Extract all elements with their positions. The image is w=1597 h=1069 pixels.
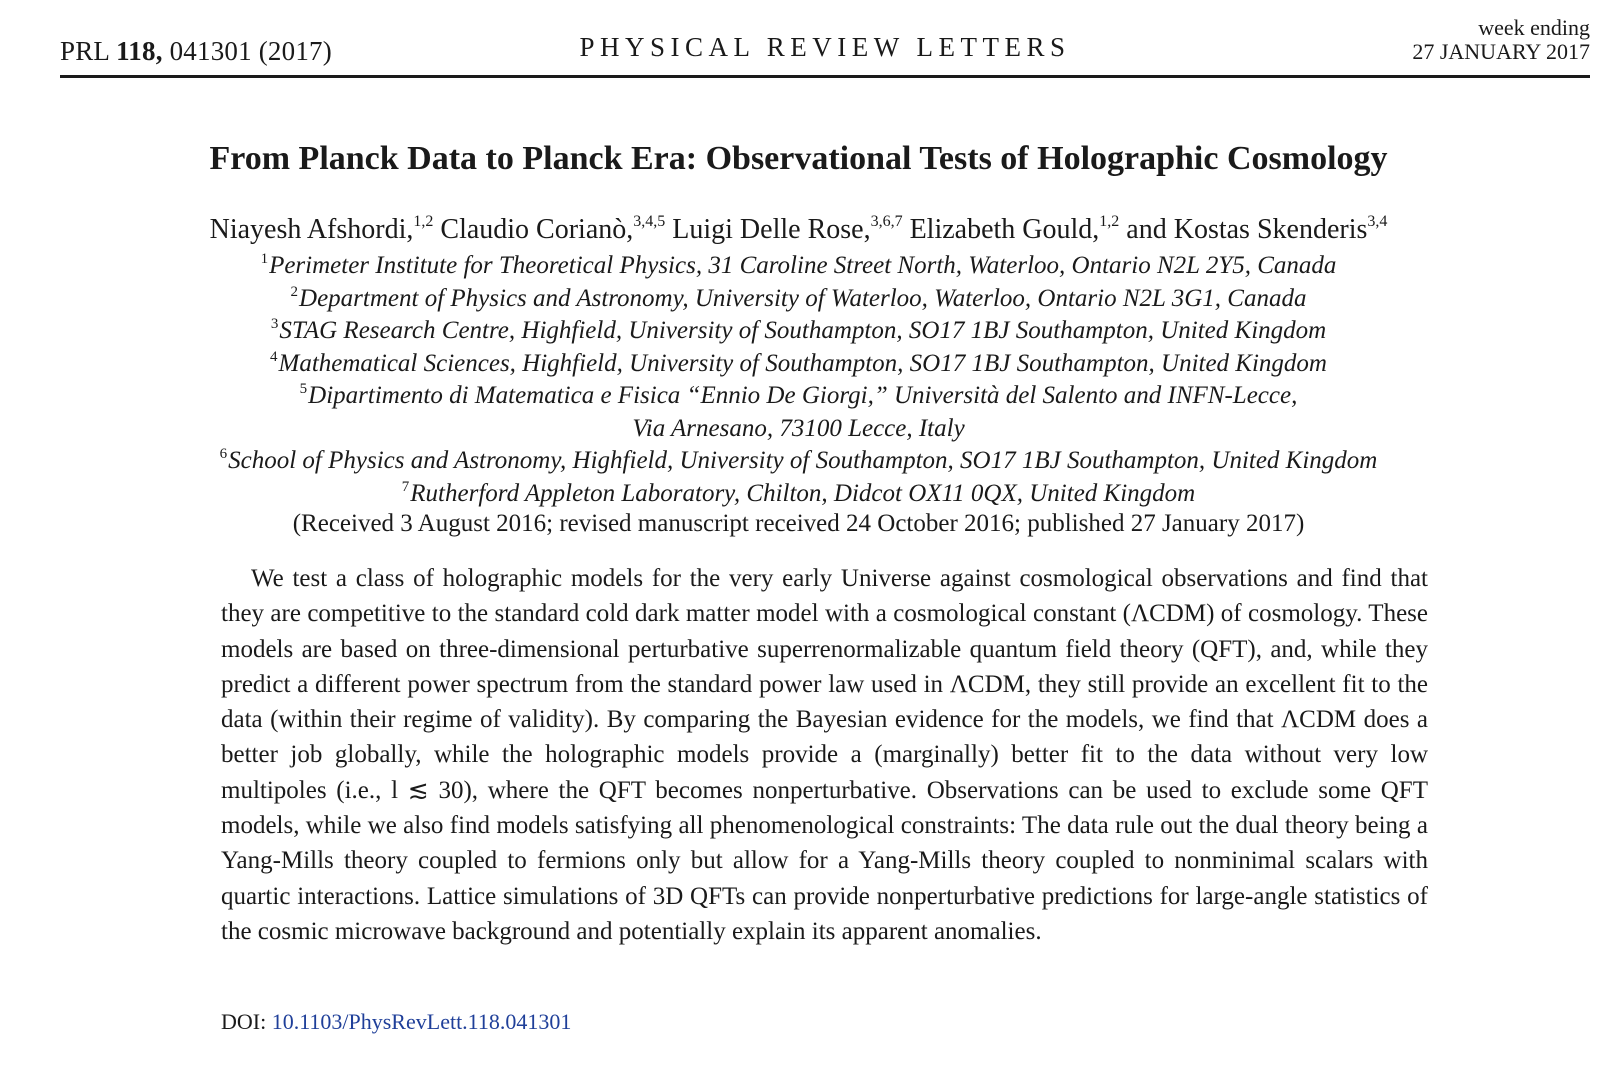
week-label: week ending: [1478, 15, 1590, 40]
affiliation: $^2$Department of Physics and Astronomy, University of Waterloo, Waterloo, Ontario N2L 3G1, Canada: [290, 283, 1307, 312]
week-date: 27 JANUARY 2017: [1412, 39, 1590, 64]
author-affil-mark: 3,4: [1367, 213, 1388, 230]
header-rule: [60, 75, 1590, 78]
paper-title: From Planck Data to Planck Era: Observational Tests of Holographic Cosmology: [209, 140, 1388, 177]
abstract-text: We test a class of holographic models for the very early Universe against cosmological observations and find that they are competitive to the standard cold dark matter model with a cosmological constant (ΛCDM) of cosmology. These models are based on three-dimensional perturbative superrenormalizable quantum field theory (QFT), and, while they predict a different power spectrum from the standard power law used in ΛCDM, they still provide an excellent fit to the data (within their regime of validity). By comparing the Bayesian evidence for the models, we find that ΛCDM does a better job globally, while the holographic models provide a (marginally) better fit to the data without very low multipoles (i.e., l ≲ 30), where the QFT becomes nonperturbative. Observations can be used to exclude some QFT models, while we also find models satisfying all phenomenological constraints: The data rule out the dual theory being a Yang-Mills theory coupled to fermions only but allow for a Yang-Mills theory coupled to nonminimal scalars with quartic interactions. Lattice simulations of 3D QFTs can provide nonperturbative predictions for large-angle statistics of the cosmic microwave background and potentially explain its apparent anomalies.: [221, 565, 1428, 945]
journal-header: [60, 15, 1590, 80]
affiliation: $^1$Perimeter Institute for Theoretical Physics, 31 Caroline Street North, Waterloo, Ontario N2L 2Y5, Canada: [260, 251, 1337, 279]
affiliation: $^6$School of Physics and Astronomy, Highfield, University of Southampton, SO17 1BJ Southampton, United Kingdom: [219, 446, 1378, 474]
author: Elizabeth Gould,$^{1,2}$: [909, 213, 1120, 245]
author-affil-mark: 1,2: [413, 213, 434, 230]
author: and Kostas Skenderis$^{3,4}$: [1126, 213, 1388, 245]
abstract: [221, 561, 1428, 949]
author-affil-mark: 3,6,7: [870, 213, 903, 230]
doi-line: [221, 1009, 571, 1035]
doi-label: DOI:: [221, 1009, 267, 1034]
affiliation: $^5$Dipartimento di Matematica e Fisica “Ennio De Giorgi,” Università del Salento and INFN-Lecce,: [299, 381, 1298, 409]
author-affil-mark: 1,2: [1099, 213, 1120, 230]
affiliation: $^4$Mathematical Sciences, Highfield, University of Southampton, SO17 1BJ Southampton, United Kingdom: [270, 348, 1327, 377]
issue-date: [1412, 16, 1590, 64]
author-affil-mark: 3,4,5: [633, 213, 666, 230]
author: Niayesh Afshordi,$^{1,2}$: [209, 213, 434, 245]
journal-abbrev: PRL: [60, 36, 110, 66]
affiliation: $^3$STAG Research Centre, Highfield, University of Southampton, SO17 1BJ Southampton, United Kingdom: [270, 316, 1327, 344]
affiliation: $^7$Rutherford Appleton Laboratory, Chilton, Didcot OX11 0QX, United Kingdom: [401, 478, 1196, 507]
doi-link[interactable]: 10.1103/PhysRevLett.118.041301: [271, 1009, 572, 1034]
article-number: 041301 (2017): [169, 36, 332, 66]
affiliation-list: [0, 250, 1597, 510]
journal-name: PHYSICAL REVIEW LETTERS: [579, 32, 1071, 62]
author-list: [0, 214, 1597, 246]
author: Luigi Delle Rose,$^{3,6,7}$: [672, 213, 903, 245]
author: Claudio Corianò,$^{3,4,5}$: [440, 213, 666, 245]
volume-number: 118,: [116, 36, 163, 66]
affiliation-continued: Via Arnesano, 73100 Lecce, Italy: [632, 414, 965, 442]
received-dates: (Received 3 August 2016; revised manuscript received 24 October 2016; published 27 January 2017): [292, 510, 1305, 537]
